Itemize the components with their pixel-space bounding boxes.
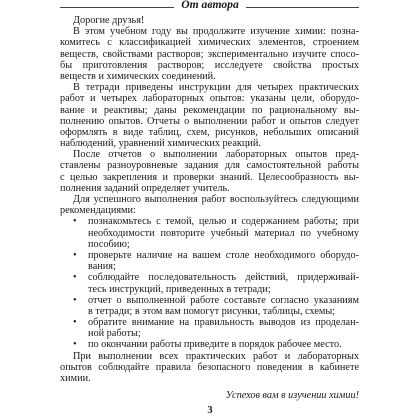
- paragraph-line: полнению опытов. Отчеты о выполнении работ и опытов следует: [60, 115, 359, 127]
- list-item: [60, 250, 359, 272]
- paragraph-line: полнения заданий определяет учитель.: [60, 182, 230, 194]
- list-item: [60, 317, 359, 339]
- paragraph-4: [60, 194, 359, 216]
- list-item-line: • отчет о выполненной работе составьте согласно указаниям: [73, 294, 359, 306]
- paragraph-3: [60, 149, 359, 194]
- paragraph-line: ставлены разноуровневые задания для самостоятельной работы: [60, 160, 359, 172]
- list-item-line: • обратите внимание на правильность выводов из проделан-: [73, 317, 359, 329]
- list-item: [60, 295, 359, 317]
- page-title-text: От автора: [174, 0, 246, 11]
- paragraph-line: оформлять в виде таблиц, схем, рисунков, небольших описаний: [60, 126, 359, 138]
- paragraph-line: веществ и химических соединений.: [60, 70, 216, 82]
- list-item-line: вания;: [88, 261, 116, 273]
- greeting: Дорогие друзья!: [73, 15, 145, 26]
- list-item: [60, 216, 359, 250]
- list-item-line: пособию;: [88, 238, 130, 250]
- paragraph-line: При выполнении всех практических работ и лабораторных: [73, 350, 359, 362]
- paragraph-line: химии.: [60, 373, 91, 384]
- list-item-line: необходимости повторите учебный материал по учебному: [88, 227, 359, 239]
- paragraph-line: Для успешного выполнения работ воспользуйтесь следующими: [73, 194, 359, 205]
- paragraph-line: вание и реактивы; даны рекомендации по рациональному вы-: [60, 104, 359, 116]
- bullet-icon: •: [73, 339, 77, 351]
- paragraph-5: [60, 351, 359, 385]
- paragraph-line: наблюдений, уравнений химических реакций.: [60, 138, 261, 150]
- list-item-line: ной работы;: [88, 328, 141, 340]
- closing-wish: Успехов вам в изучении химии!: [225, 390, 359, 402]
- list-item-line: • по окончании работы приведите в порядок рабочее место.: [73, 339, 342, 351]
- paragraph-line: рекомендациями:: [60, 205, 136, 217]
- list-item-line: тесь инструкций, приведенных в тетради;: [88, 283, 271, 295]
- paragraph-1: [60, 26, 359, 82]
- page-title: [0, 0, 420, 11]
- bullet-icon: •: [73, 249, 77, 261]
- paragraph-line: комитесь с классификацией химических элементов, строением: [60, 37, 359, 49]
- list-item: [60, 272, 359, 294]
- document-body: [60, 15, 359, 401]
- list-item-line: • проверьте наличие на вашем столе необходимого оборудо-: [73, 249, 359, 261]
- paragraph-line: бы приготовления растворов; исследуете свойства простых: [60, 59, 359, 71]
- list-item: [60, 339, 359, 350]
- bullet-icon: •: [73, 294, 77, 306]
- bullet-icon: •: [73, 272, 77, 284]
- paragraph-line: опытов соблюдайте правила безопасного поведения в кабинете: [60, 361, 359, 373]
- paragraph-2: [60, 82, 359, 149]
- paragraph-line: веществ, свойствами растворов; экспериментально изучите спосо-: [60, 48, 359, 60]
- recommendation-list: [60, 216, 359, 350]
- list-item-line: в тетради; в этом вам помогут рисунки, таблицы, схемы;: [88, 305, 336, 317]
- paragraph-line: После отчетов о выполнении лабораторных опытов пред-: [73, 149, 359, 161]
- paragraph-line: В тетради приведены инструкции для четырех практических: [73, 82, 359, 94]
- paragraph-line: с целью закрепления и проверки знаний. Целесообразность вы-: [60, 171, 359, 183]
- paragraph-line: работ и четырех лабораторных опытов: указаны цели, оборудо-: [60, 93, 359, 105]
- list-item-line: • познакомьтесь с темой, целью и содержанием работы; при: [73, 216, 359, 228]
- paragraph-line: В этом учебном году вы продолжите изучение химии: позна-: [73, 26, 359, 38]
- list-item-line: • соблюдайте последовательность действий, придерживай-: [73, 272, 359, 284]
- bullet-icon: •: [73, 216, 77, 228]
- bullet-icon: •: [73, 317, 77, 329]
- page-number: 3: [207, 405, 213, 416]
